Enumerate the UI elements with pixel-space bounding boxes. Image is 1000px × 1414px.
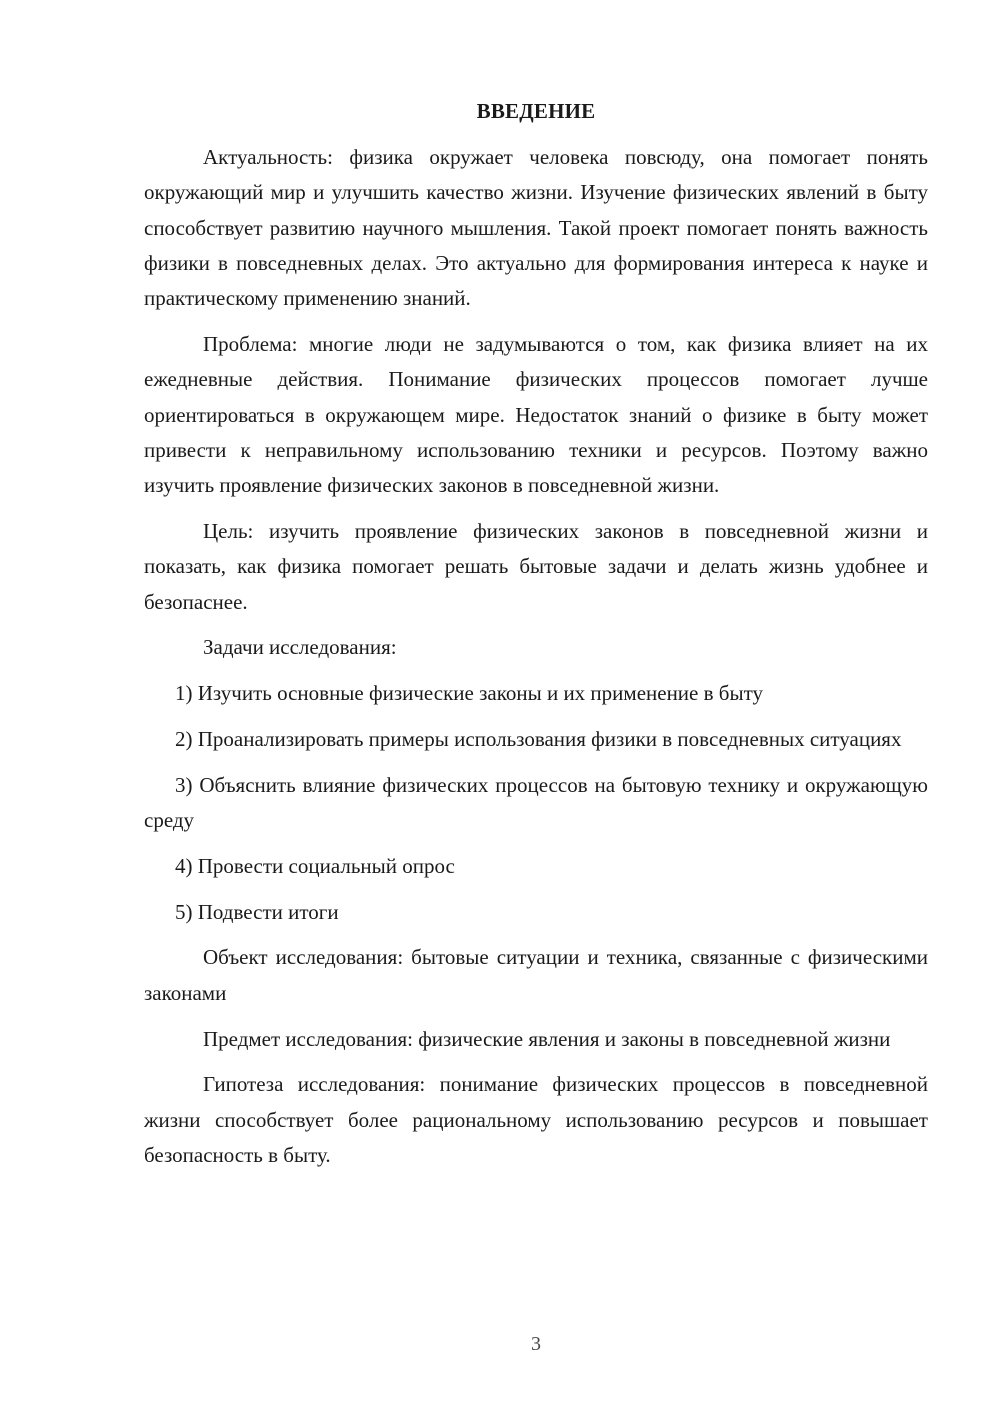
tasks-heading: Задачи исследования: [203,635,397,660]
task-item-2: 2) Проанализировать примеры использования физики в повседневных ситуациях [175,726,902,751]
task-item-3: 3) Объяснить влияние физических процессов на бытовую технику и окружающую среду [144,772,928,833]
task-item-5: 5) Подвести итоги [175,899,339,924]
task-item-4: 4) Провести социальный опрос [175,853,455,878]
paragraph-subject: Предмет исследования: физические явления и законы в повседневной жизни [203,1026,891,1051]
paragraph-relevance: Актуальность: физика окружает человека повсюду, она помогает понять окружающий мир и улучшить качество жизни. Изучение физических явлений в быту способствует развитию научного мышления. Такой проект помогает понять важность физики в повседневных делах. Это актуально для формирования интереса к науке и практическому применению знаний. [144,145,928,311]
paragraph-problem: Проблема: многие люди не задумываются о том, как физика влияет на их ежедневные действия. Понимание физических процессов помогает лучше ориентироваться в окружающем мире. Недостаток знаний о физике в быту может привести к неправильному использованию техники и ресурсов. Поэтому важно изучить проявление физических законов в повседневной жизни. [144,331,928,498]
task-item-1: 1) Изучить основные физические законы и их применение в быту [175,681,763,706]
paragraph-hypothesis: Гипотеза исследования: понимание физических процессов в повседневной жизни способствует более рациональному использованию ресурсов и повышает безопасность в быту. [144,1072,928,1167]
page-number: 3 [531,1333,541,1355]
paragraph-object: Объект исследования: бытовые ситуации и техника, связанные с физическими законами [144,945,928,1005]
section-title: ВВЕДЕНИЕ [476,99,596,123]
paragraph-goal: Цель: изучить проявление физических законов в повседневной жизни и показать, как физика помогает решать бытовые задачи и делать жизнь удобнее и безопаснее. [144,518,928,614]
page-content [144,96,928,1184]
